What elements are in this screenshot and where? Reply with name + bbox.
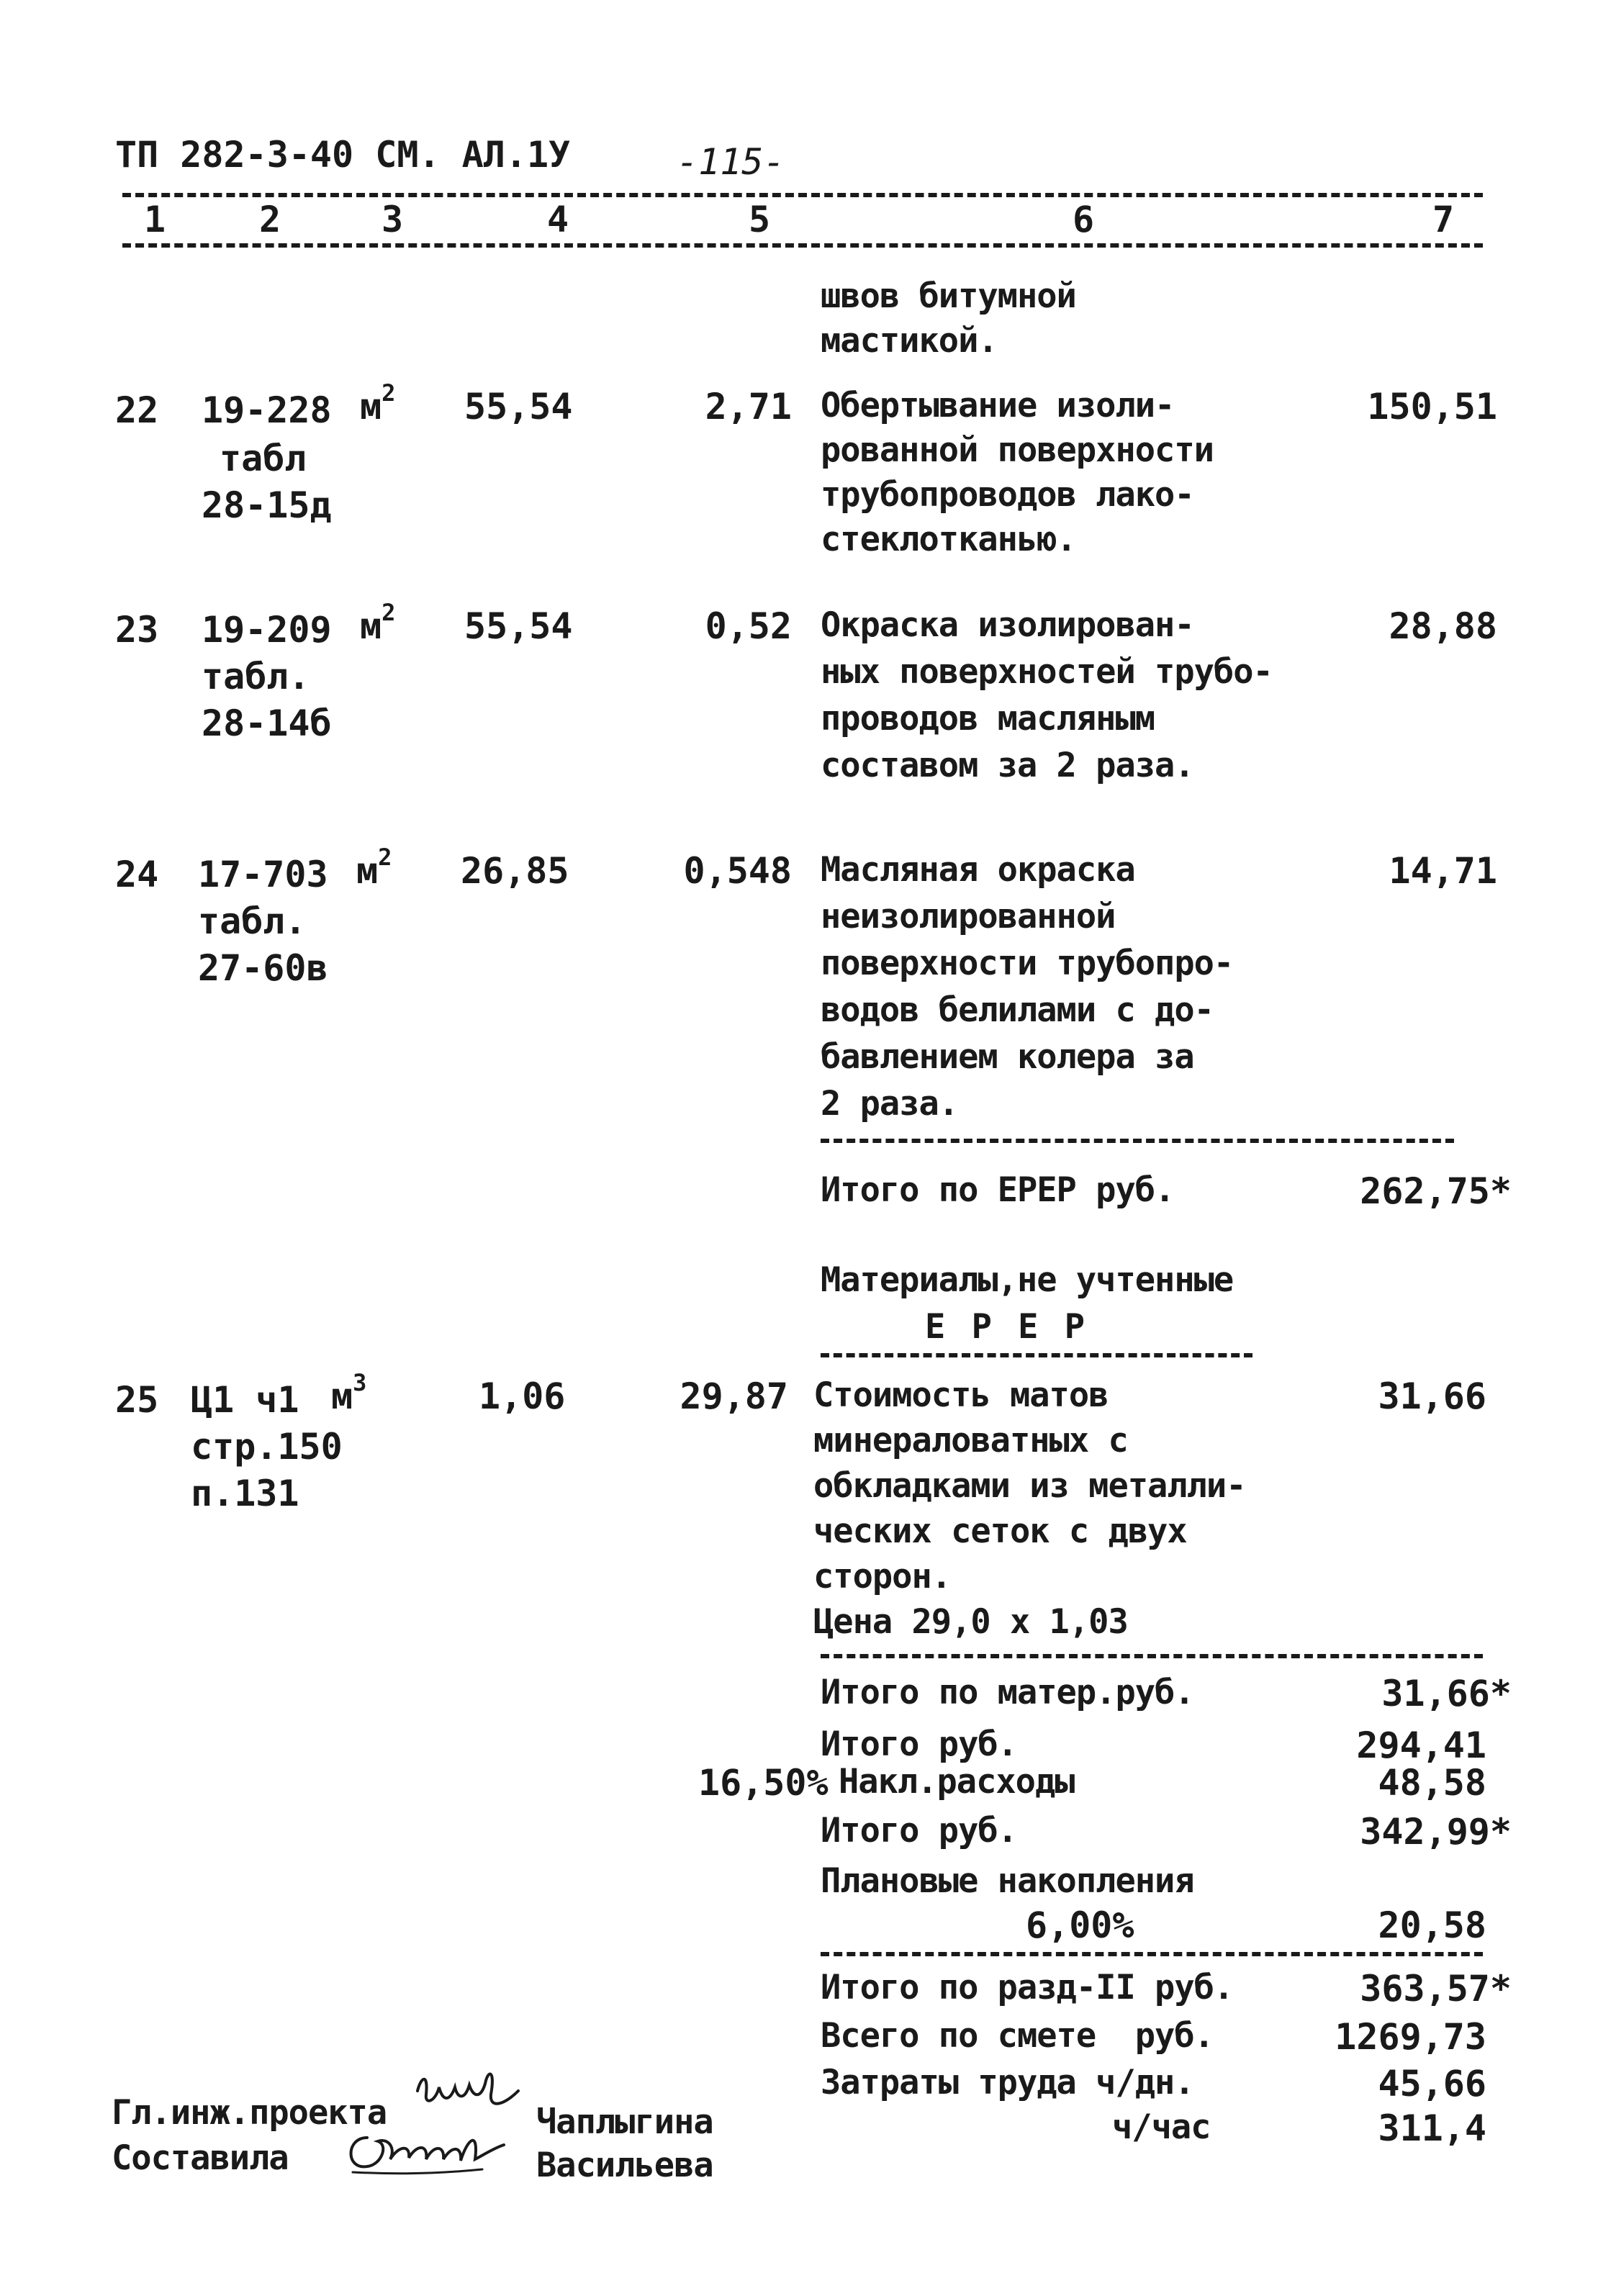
rate-ref: 28-15д (202, 484, 332, 526)
signature-role: Составила (112, 2138, 289, 2178)
unit: $м^2$ (356, 844, 392, 892)
signature-name: Васильева (536, 2146, 713, 2185)
summary-value: 311,4 (1378, 2107, 1486, 2149)
col-number-2: 2 (259, 199, 281, 240)
summary-value: 1269,73 (1335, 2016, 1486, 2058)
summary-label: 6,00% (1026, 1904, 1134, 1946)
header-bottom-rule (122, 243, 1483, 248)
description-line: трубопроводов лако- (821, 475, 1194, 515)
section-rule (821, 1654, 1483, 1658)
summary-label: Итого по матер.руб. (821, 1673, 1194, 1712)
row-number: 23 (115, 609, 159, 651)
rate-code: 19-228 (202, 389, 332, 431)
row-total: 31,66 (1378, 1375, 1486, 1417)
col-number-1: 1 (144, 199, 166, 240)
subtotal-erer-label: Итого по ЕРЕР руб. (821, 1170, 1175, 1210)
description-line: Масляная окраска (821, 850, 1135, 890)
row-total: 28,88 (1389, 605, 1497, 647)
continuation-line: мастикой. (821, 321, 998, 361)
materials-heading: Материалы,не учтенные (821, 1260, 1234, 1300)
rate-table: стр.150 (191, 1426, 343, 1468)
description-line: проводов масляным (821, 699, 1155, 738)
rate-table: табл. (202, 656, 310, 697)
description-line: Стоимость матов (813, 1375, 1109, 1415)
row-total: 14,71 (1389, 850, 1497, 892)
summary-value: 294,41 (1356, 1725, 1486, 1766)
description-line: поверхности трубопро- (821, 944, 1234, 983)
rate-code: Ц1 ч1 (191, 1379, 299, 1421)
summary-label: Итого руб. (821, 1725, 1017, 1764)
row-number: 22 (115, 389, 159, 431)
summary-value: 31,66* (1381, 1673, 1512, 1714)
signature-role: Гл.инж.проекта (112, 2093, 387, 2133)
description-line: ческих сеток с двух (813, 1511, 1187, 1551)
rate-ref: 28-14б (202, 702, 332, 744)
unit: $м^3$ (331, 1369, 367, 1417)
description-line: минераловатных с (813, 1421, 1128, 1460)
signature-name: Чаплыгина (536, 2102, 713, 2142)
description-line: бавлением колера за (821, 1037, 1194, 1077)
unit-price: 0,548 (683, 850, 792, 892)
summary-label: Итого руб. (821, 1811, 1017, 1850)
continuation-line: швов битумной (821, 276, 1076, 316)
row-number: 25 (115, 1379, 159, 1421)
page-number: -115- (677, 141, 785, 183)
description-line: составом за 2 раза. (821, 746, 1194, 785)
unit-price: 2,71 (705, 386, 792, 428)
unit: $м^2$ (360, 379, 396, 428)
description-line: Цена 29,0 х 1,03 (813, 1602, 1128, 1642)
rate-code: 17-703 (198, 854, 328, 895)
summary-value: 48,58 (1378, 1762, 1486, 1804)
description-line: Окраска изолирован- (821, 605, 1194, 645)
description-line: 2 раза. (821, 1084, 959, 1124)
col-number-3: 3 (382, 199, 404, 240)
unit-price: 0,52 (705, 605, 792, 647)
unit: $м^2$ (360, 599, 396, 647)
overhead-percent: 16,50% (698, 1762, 829, 1804)
materials-heading-sub: Е Р Е Р (925, 1307, 1088, 1347)
rate-ref: 27-60в (198, 947, 328, 989)
unit-price: 29,87 (680, 1375, 788, 1417)
section-rule (821, 1952, 1483, 1956)
summary-value: 342,99* (1360, 1811, 1512, 1853)
description-line: стеклотканью. (821, 520, 1076, 559)
quantity: 1,06 (479, 1375, 566, 1417)
summary-label: Затраты труда ч/дн. (821, 2063, 1194, 2102)
summary-value: 20,58 (1378, 1904, 1486, 1946)
description-line: сторон. (813, 1557, 952, 1596)
row-number: 24 (115, 854, 159, 895)
col-number-7: 7 (1432, 199, 1455, 240)
description-line: неизолированной (821, 897, 1116, 936)
section-rule (821, 1139, 1454, 1143)
description-line: водов белилами с до- (821, 990, 1214, 1030)
handwritten-signature (338, 2116, 518, 2181)
summary-label: Накл.расходы (839, 1762, 1075, 1802)
summary-label: Итого по разд-II руб. (821, 1968, 1234, 2007)
description-line: Обертывание изоли- (821, 386, 1175, 425)
rate-code: 19-209 (202, 609, 332, 651)
col-number-4: 4 (547, 199, 569, 240)
summary-label: Плановые накопления (821, 1861, 1194, 1901)
quantity: 26,85 (461, 850, 569, 892)
subtotal-erer-value: 262,75* (1360, 1170, 1512, 1212)
materials-rule (821, 1353, 1252, 1357)
col-number-6: 6 (1073, 199, 1095, 240)
description-line: обкладками из металли- (813, 1466, 1246, 1506)
summary-label: Всего по смете руб. (821, 2016, 1214, 2056)
rate-table: табл (220, 438, 307, 479)
quantity: 55,54 (464, 605, 573, 647)
col-number-5: 5 (749, 199, 771, 240)
rate-table: табл. (198, 900, 307, 942)
quantity: 55,54 (464, 386, 573, 428)
summary-value: 45,66 (1378, 2063, 1486, 2105)
header-top-rule (122, 193, 1483, 197)
description-line: рованной поверхности (821, 430, 1214, 470)
summary-label: ч/час (1112, 2107, 1211, 2147)
rate-ref: п.131 (191, 1473, 299, 1514)
summary-value: 363,57* (1360, 1968, 1512, 2010)
description-line: ных поверхностей трубо- (821, 652, 1273, 692)
document-code: ТП 282-3-40 СМ. АЛ.1У (115, 134, 571, 176)
row-total: 150,51 (1367, 386, 1497, 428)
